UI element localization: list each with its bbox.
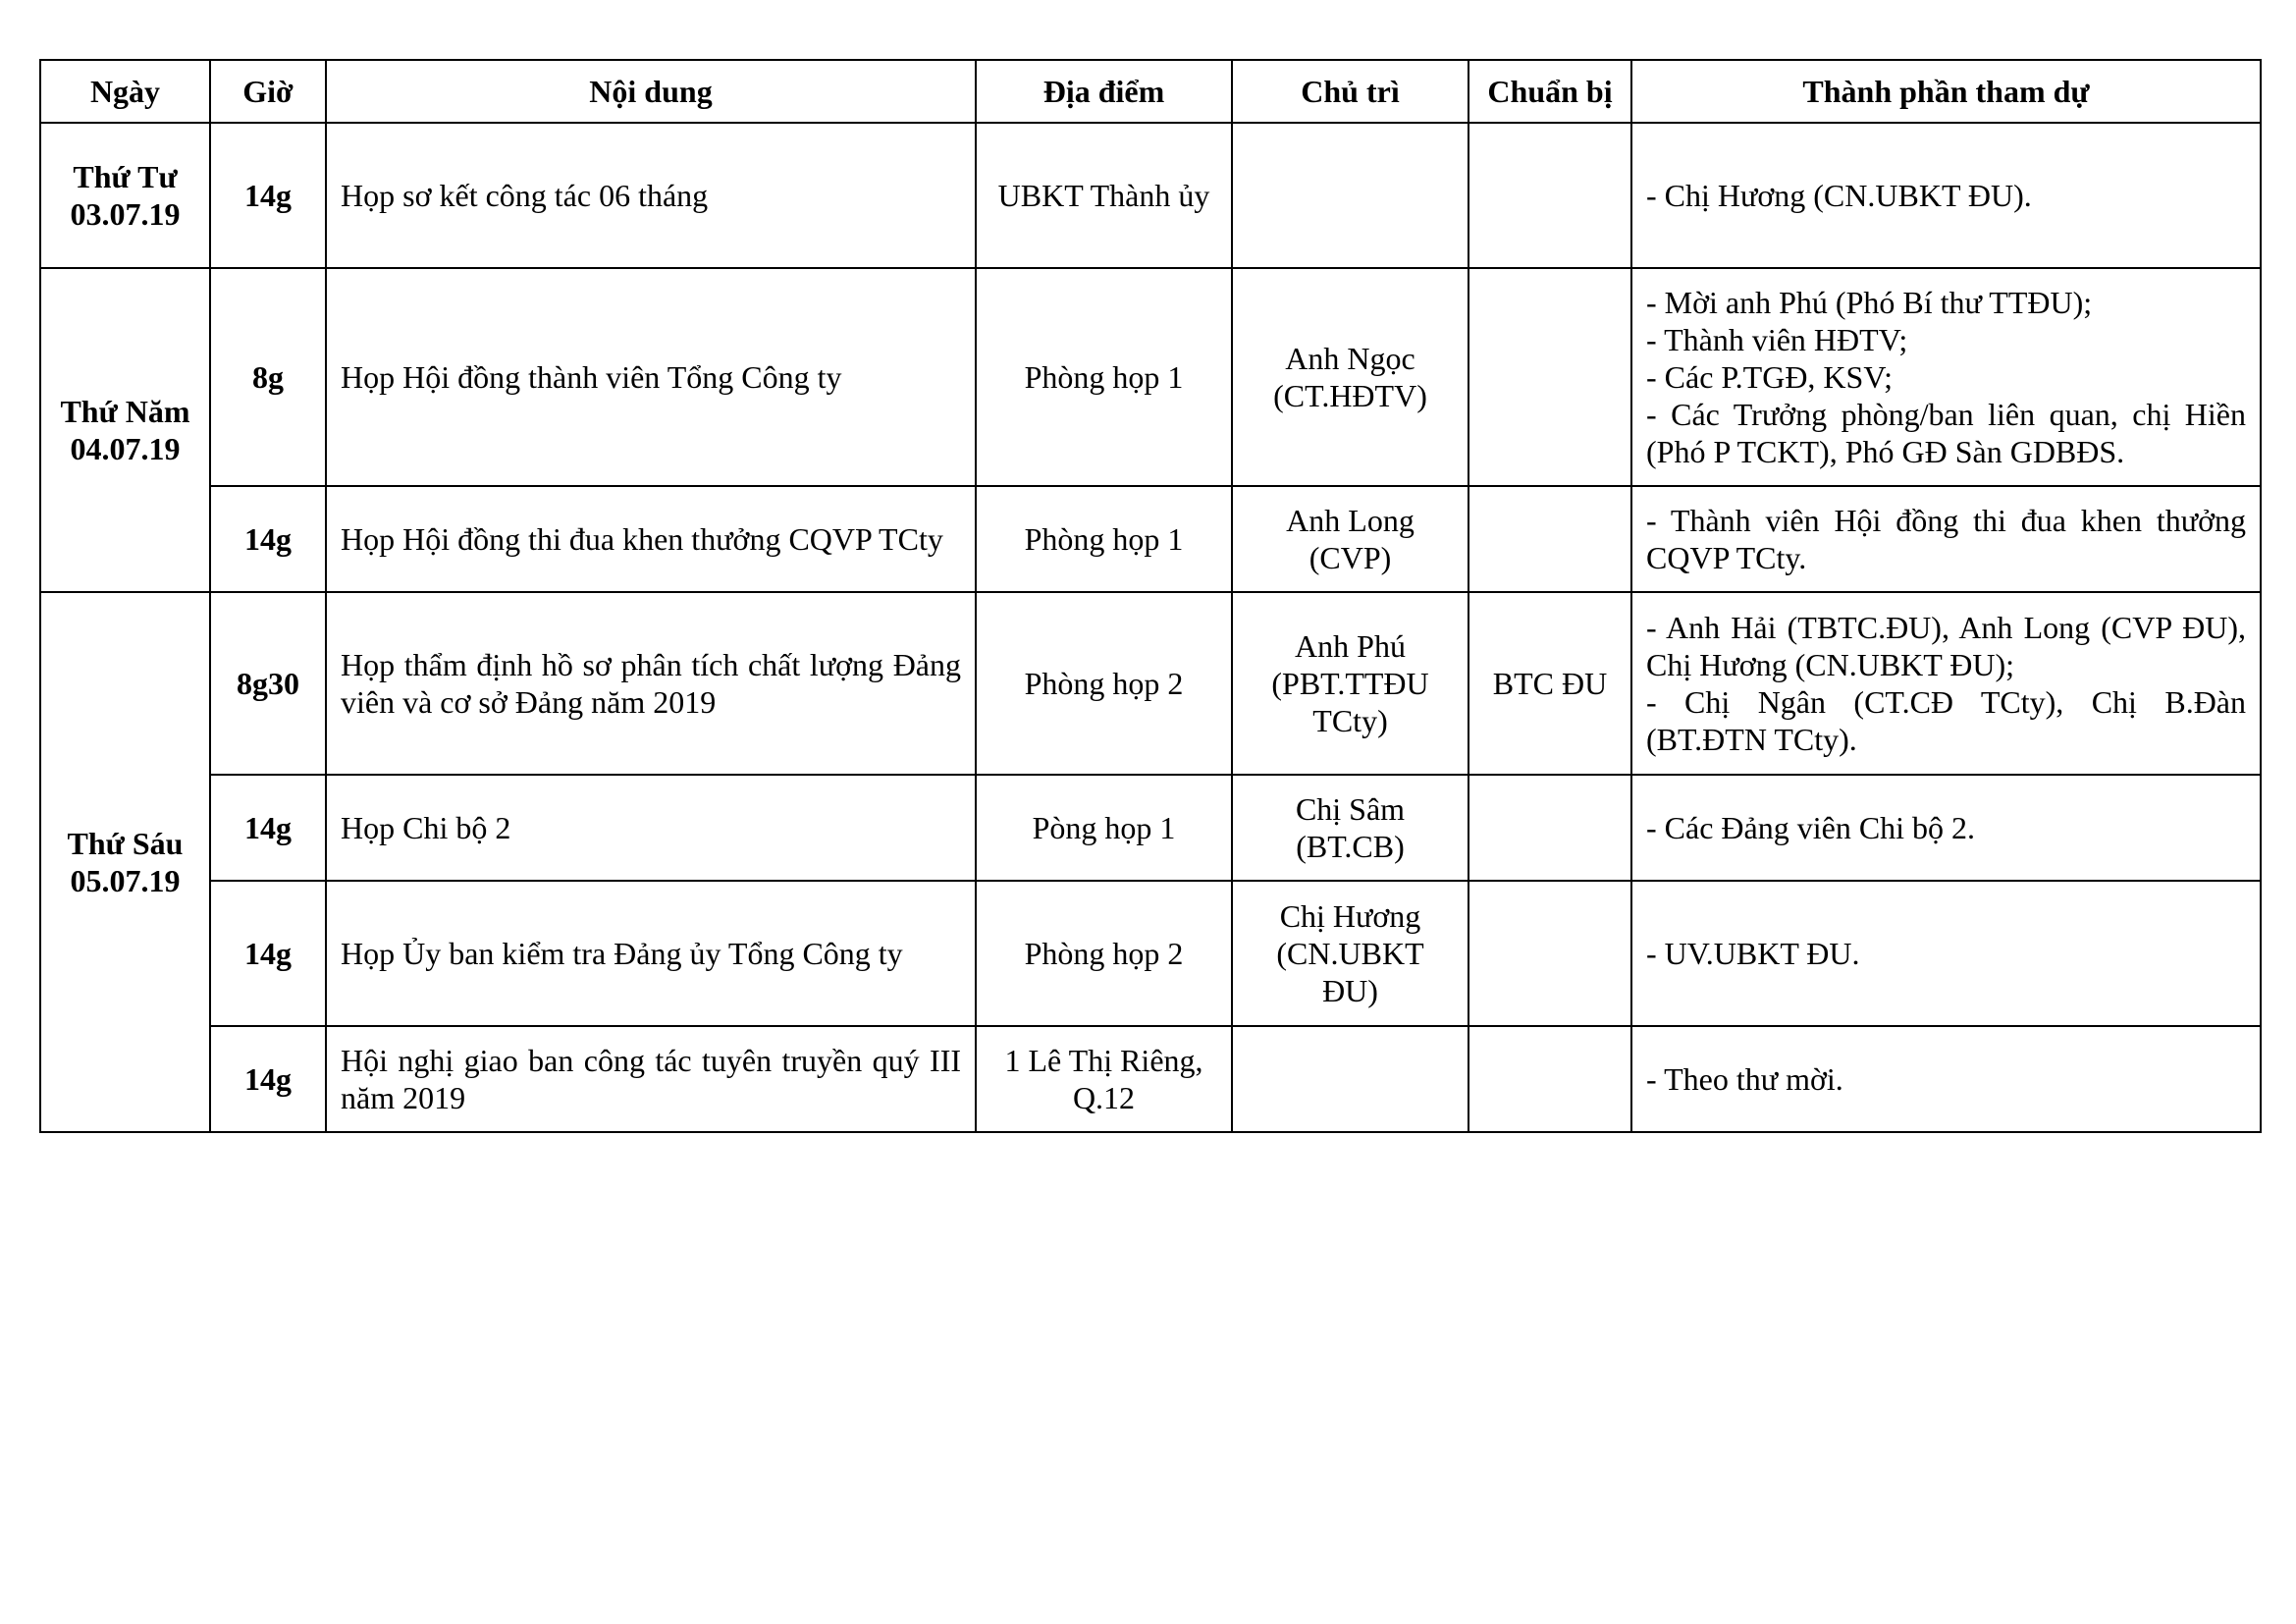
- content-cell: Họp sơ kết công tác 06 tháng: [326, 123, 976, 268]
- attendees-cell: [1631, 881, 2261, 1026]
- attendee-line: - Thành viên HĐTV;: [1646, 322, 1908, 357]
- time-cell: 14g: [210, 881, 326, 1026]
- prepare-cell: [1468, 1026, 1631, 1132]
- location-address: 1 Lê Thị Riêng,: [1004, 1043, 1203, 1078]
- table-row: [40, 123, 2261, 268]
- day-date: 03.07.19: [70, 196, 181, 232]
- attendee-line: - Chị Hương (CN.UBKT ĐU).: [1646, 178, 2032, 213]
- chair-name: Anh Long: [1286, 503, 1415, 538]
- location-district: Q.12: [1072, 1080, 1136, 1115]
- attendee-line: - Các P.TGĐ, KSV;: [1646, 359, 1893, 395]
- day-date: 05.07.19: [70, 863, 181, 898]
- table-row: [40, 486, 2261, 592]
- attendees-cell: [1631, 592, 2261, 775]
- header-content: Nội dung: [326, 60, 976, 123]
- chair-name: Anh Phú: [1295, 628, 1406, 664]
- attendees-cell: [1631, 1026, 2261, 1132]
- table-row: [40, 881, 2261, 1026]
- table-row: [40, 1026, 2261, 1132]
- location-cell: Phòng họp 2: [976, 881, 1232, 1026]
- location-cell: Phòng họp 2: [976, 592, 1232, 775]
- time-cell: 8g30: [210, 592, 326, 775]
- attendee-line: - Thành viên Hội đồng thi đua khen thưởng CQVP TCty.: [1646, 503, 2246, 575]
- chair-cell: [1232, 268, 1468, 486]
- location-cell: Phòng họp 1: [976, 268, 1232, 486]
- chair-cell: [1232, 486, 1468, 592]
- day-cell: [40, 592, 210, 1132]
- location-cell: [976, 1026, 1232, 1132]
- chair-title: (CT.HĐTV): [1273, 378, 1427, 413]
- content-cell: Họp Ủy ban kiểm tra Đảng ủy Tổng Công ty: [326, 881, 976, 1026]
- attendees-cell: [1631, 123, 2261, 268]
- chair-name: Anh Ngọc: [1285, 341, 1415, 376]
- prepare-cell: [1468, 881, 1631, 1026]
- table-header-row: [40, 60, 2261, 123]
- chair-title: (CN.UBKT: [1276, 936, 1424, 971]
- attendee-line: - Mời anh Phú (Phó Bí thư TTĐU);: [1646, 285, 2093, 320]
- content-cell: Họp Hội đồng thi đua khen thưởng CQVP TCty: [326, 486, 976, 592]
- chair-cell: [1232, 123, 1468, 268]
- chair-org: TCty): [1312, 703, 1388, 738]
- chair-cell: [1232, 1026, 1468, 1132]
- day-cell: [40, 123, 210, 268]
- content-cell: Họp Chi bộ 2: [326, 775, 976, 881]
- chair-name: Chị Sâm: [1295, 791, 1406, 827]
- attendees-cell: [1631, 268, 2261, 486]
- attendees-cell: [1631, 486, 2261, 592]
- time-cell: 8g: [210, 268, 326, 486]
- chair-org: ĐU): [1322, 973, 1378, 1008]
- prepare-cell: [1468, 268, 1631, 486]
- location-cell: UBKT Thành ủy: [976, 123, 1232, 268]
- content-cell: Họp Hội đồng thành viên Tổng Công ty: [326, 268, 976, 486]
- weekly-schedule-table: [39, 59, 2262, 1133]
- prepare-cell: BTC ĐU: [1468, 592, 1631, 775]
- day-cell: [40, 268, 210, 592]
- header-location: Địa điểm: [976, 60, 1232, 123]
- chair-cell: [1232, 881, 1468, 1026]
- table-row: [40, 592, 2261, 775]
- chair-title: (CVP): [1308, 540, 1392, 575]
- time-cell: 14g: [210, 486, 326, 592]
- table-row: [40, 268, 2261, 486]
- table-row: [40, 775, 2261, 881]
- attendee-line: - UV.UBKT ĐU.: [1646, 936, 1860, 971]
- header-prepare: Chuẩn bị: [1468, 60, 1631, 123]
- time-cell: 14g: [210, 1026, 326, 1132]
- header-day: Ngày: [40, 60, 210, 123]
- location-cell: Phòng họp 1: [976, 486, 1232, 592]
- chair-title: (BT.CB): [1296, 829, 1405, 864]
- day-weekday: Thứ Sáu: [67, 826, 184, 861]
- content-cell: Hội nghị giao ban công tác tuyên truyền quý III năm 2019: [326, 1026, 976, 1132]
- header-chair: Chủ trì: [1232, 60, 1468, 123]
- prepare-cell: [1468, 775, 1631, 881]
- attendee-line: - Anh Hải (TBTC.ĐU), Anh Long (CVP ĐU), Chị Hương (CN.UBKT ĐU);: [1646, 610, 2246, 682]
- day-date: 04.07.19: [70, 431, 181, 466]
- prepare-cell: [1468, 123, 1631, 268]
- chair-cell: [1232, 775, 1468, 881]
- header-attendees: Thành phần tham dự: [1631, 60, 2261, 123]
- prepare-cell: [1468, 486, 1631, 592]
- attendee-line: - Chị Ngân (CT.CĐ TCty), Chị B.Đàn (BT.ĐTN TCty).: [1646, 684, 2246, 757]
- day-weekday: Thứ Tư: [73, 159, 178, 194]
- content-cell: Họp thẩm định hồ sơ phân tích chất lượng Đảng viên và cơ sở Đảng năm 2019: [326, 592, 976, 775]
- header-time: Giờ: [210, 60, 326, 123]
- attendee-line: - Theo thư mời.: [1646, 1061, 1843, 1097]
- chair-title: (PBT.TTĐU: [1271, 666, 1429, 701]
- chair-name: Chị Hương: [1279, 898, 1421, 934]
- location-cell: Pòng họp 1: [976, 775, 1232, 881]
- attendees-cell: [1631, 775, 2261, 881]
- attendee-line: - Các Đảng viên Chi bộ 2.: [1646, 810, 1976, 845]
- time-cell: 14g: [210, 775, 326, 881]
- chair-cell: [1232, 592, 1468, 775]
- time-cell: 14g: [210, 123, 326, 268]
- day-weekday: Thứ Năm: [60, 394, 190, 429]
- attendee-line: - Các Trưởng phòng/ban liên quan, chị Hiền (Phó P TCKT), Phó GĐ Sàn GDBĐS.: [1646, 397, 2246, 469]
